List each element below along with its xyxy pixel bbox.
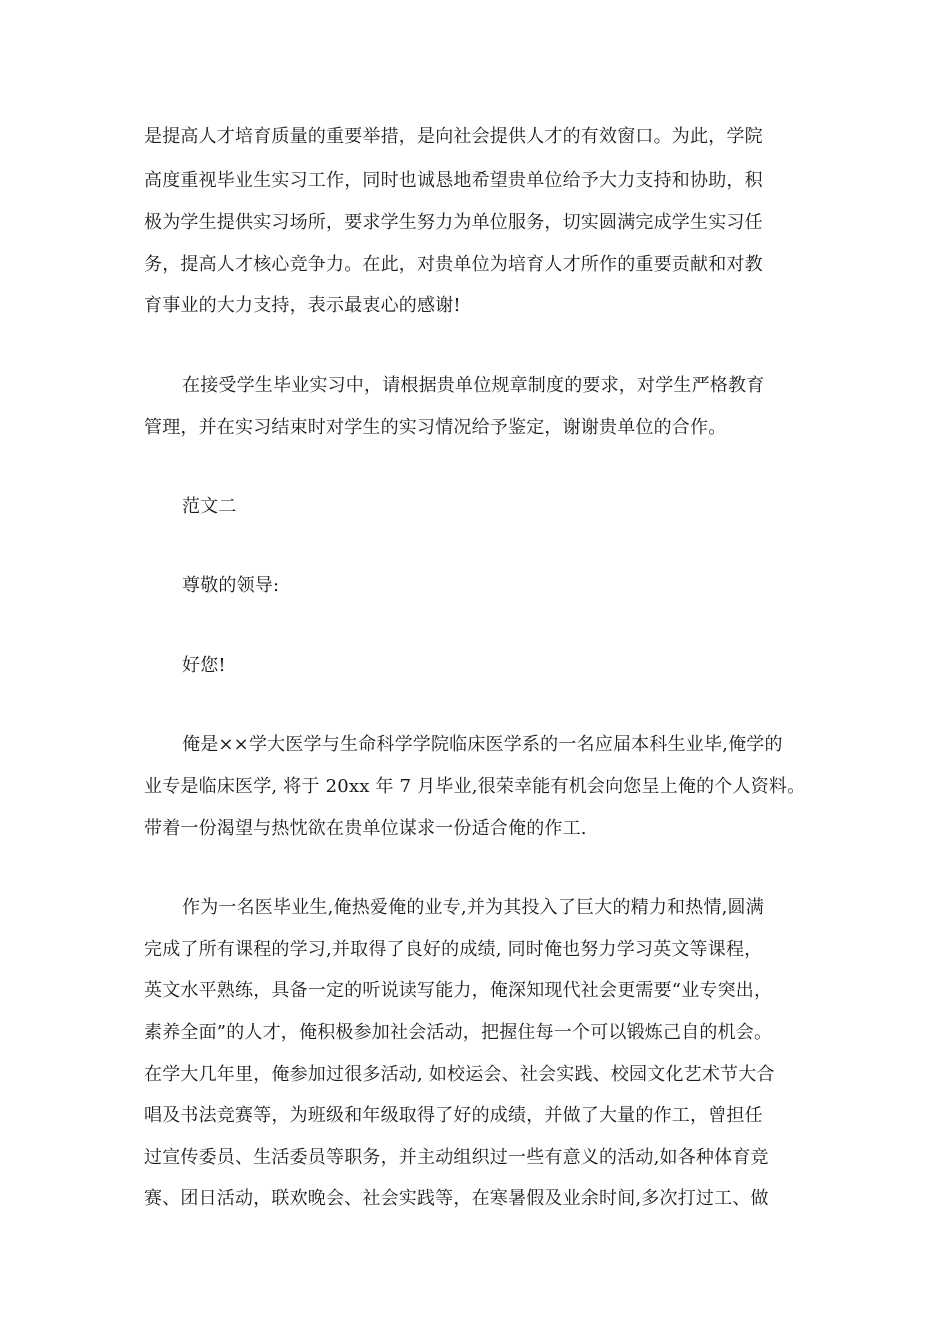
paragraph-line: 作为一名医毕业生,俺热爱俺的业专,并为其投入了巨大的精力和热情,圆满 xyxy=(182,897,764,918)
paragraph-line: 高度重视毕业生实习工作，同时也诚恳地希望贵单位给予大力支持和协助，积 xyxy=(144,170,763,191)
paragraph-line: 是提高人才培育质量的重要举措，是向社会提供人才的有效窗口。为此，学院 xyxy=(144,126,763,147)
paragraph-line: 唱及书法竞赛等，为班级和年级取得了好的成绩，并做了大量的作工，曾担任 xyxy=(144,1105,763,1126)
paragraph-line: 育事业的大力支持，表示最衷心的感谢! xyxy=(144,295,461,316)
paragraph-line: 管理，并在实习结束时对学生的实习情况给予鉴定，谢谢贵单位的合作。 xyxy=(144,417,727,438)
paragraph-line: 带着一份渴望与热忱欲在贵单位谋求一份适合俺的作工. xyxy=(144,818,587,839)
paragraph-line: 赛、团日活动，联欢晚会、社会实践等，在寒暑假及业余时间,多次打过工、做 xyxy=(144,1188,769,1209)
paragraph-line: 务，提高人才核心竞争力。在此，对贵单位为培育人才所作的重要贡献和对教 xyxy=(144,254,763,275)
paragraph-line: 业专是临床医学, 将于 20xx 年 7 月毕业,很荣幸能有机会向您呈上俺的个人资料。 xyxy=(144,776,806,797)
greeting: 好您! xyxy=(182,655,226,676)
paragraph-line: 素养全面”的人才，俺积极参加社会活动，把握住每一个可以锻炼己自的机会。 xyxy=(144,1022,773,1043)
paragraph-line: 在接受学生毕业实习中，请根据贵单位规章制度的要求，对学生严格教育 xyxy=(182,375,765,396)
paragraph-line: 过宣传委员、生活委员等职务，并主动组织过一些有意义的活动,如各种体育竞 xyxy=(144,1147,769,1168)
paragraph-line: 在学大几年里，俺参加过很多活动, 如校运会、社会实践、校园文化艺术节大合 xyxy=(144,1064,775,1085)
paragraph-line: 极为学生提供实习场所，要求学生努力为单位服务，切实圆满完成学生实习任 xyxy=(144,212,763,233)
paragraph-line: 英文水平熟练，具备一定的听说读写能力，俺深知现代社会更需要“业专突出， xyxy=(144,980,773,1001)
paragraph-line: 完成了所有课程的学习,并取得了良好的成绩, 同时俺也努力学习英文等课程， xyxy=(144,939,763,960)
paragraph-line: 俺是××学大医学与生命科学学院临床医学系的一名应届本科生业毕,俺学的 xyxy=(182,734,783,755)
salutation: 尊敬的领导: xyxy=(182,575,280,596)
section-heading: 范文二 xyxy=(182,496,237,517)
